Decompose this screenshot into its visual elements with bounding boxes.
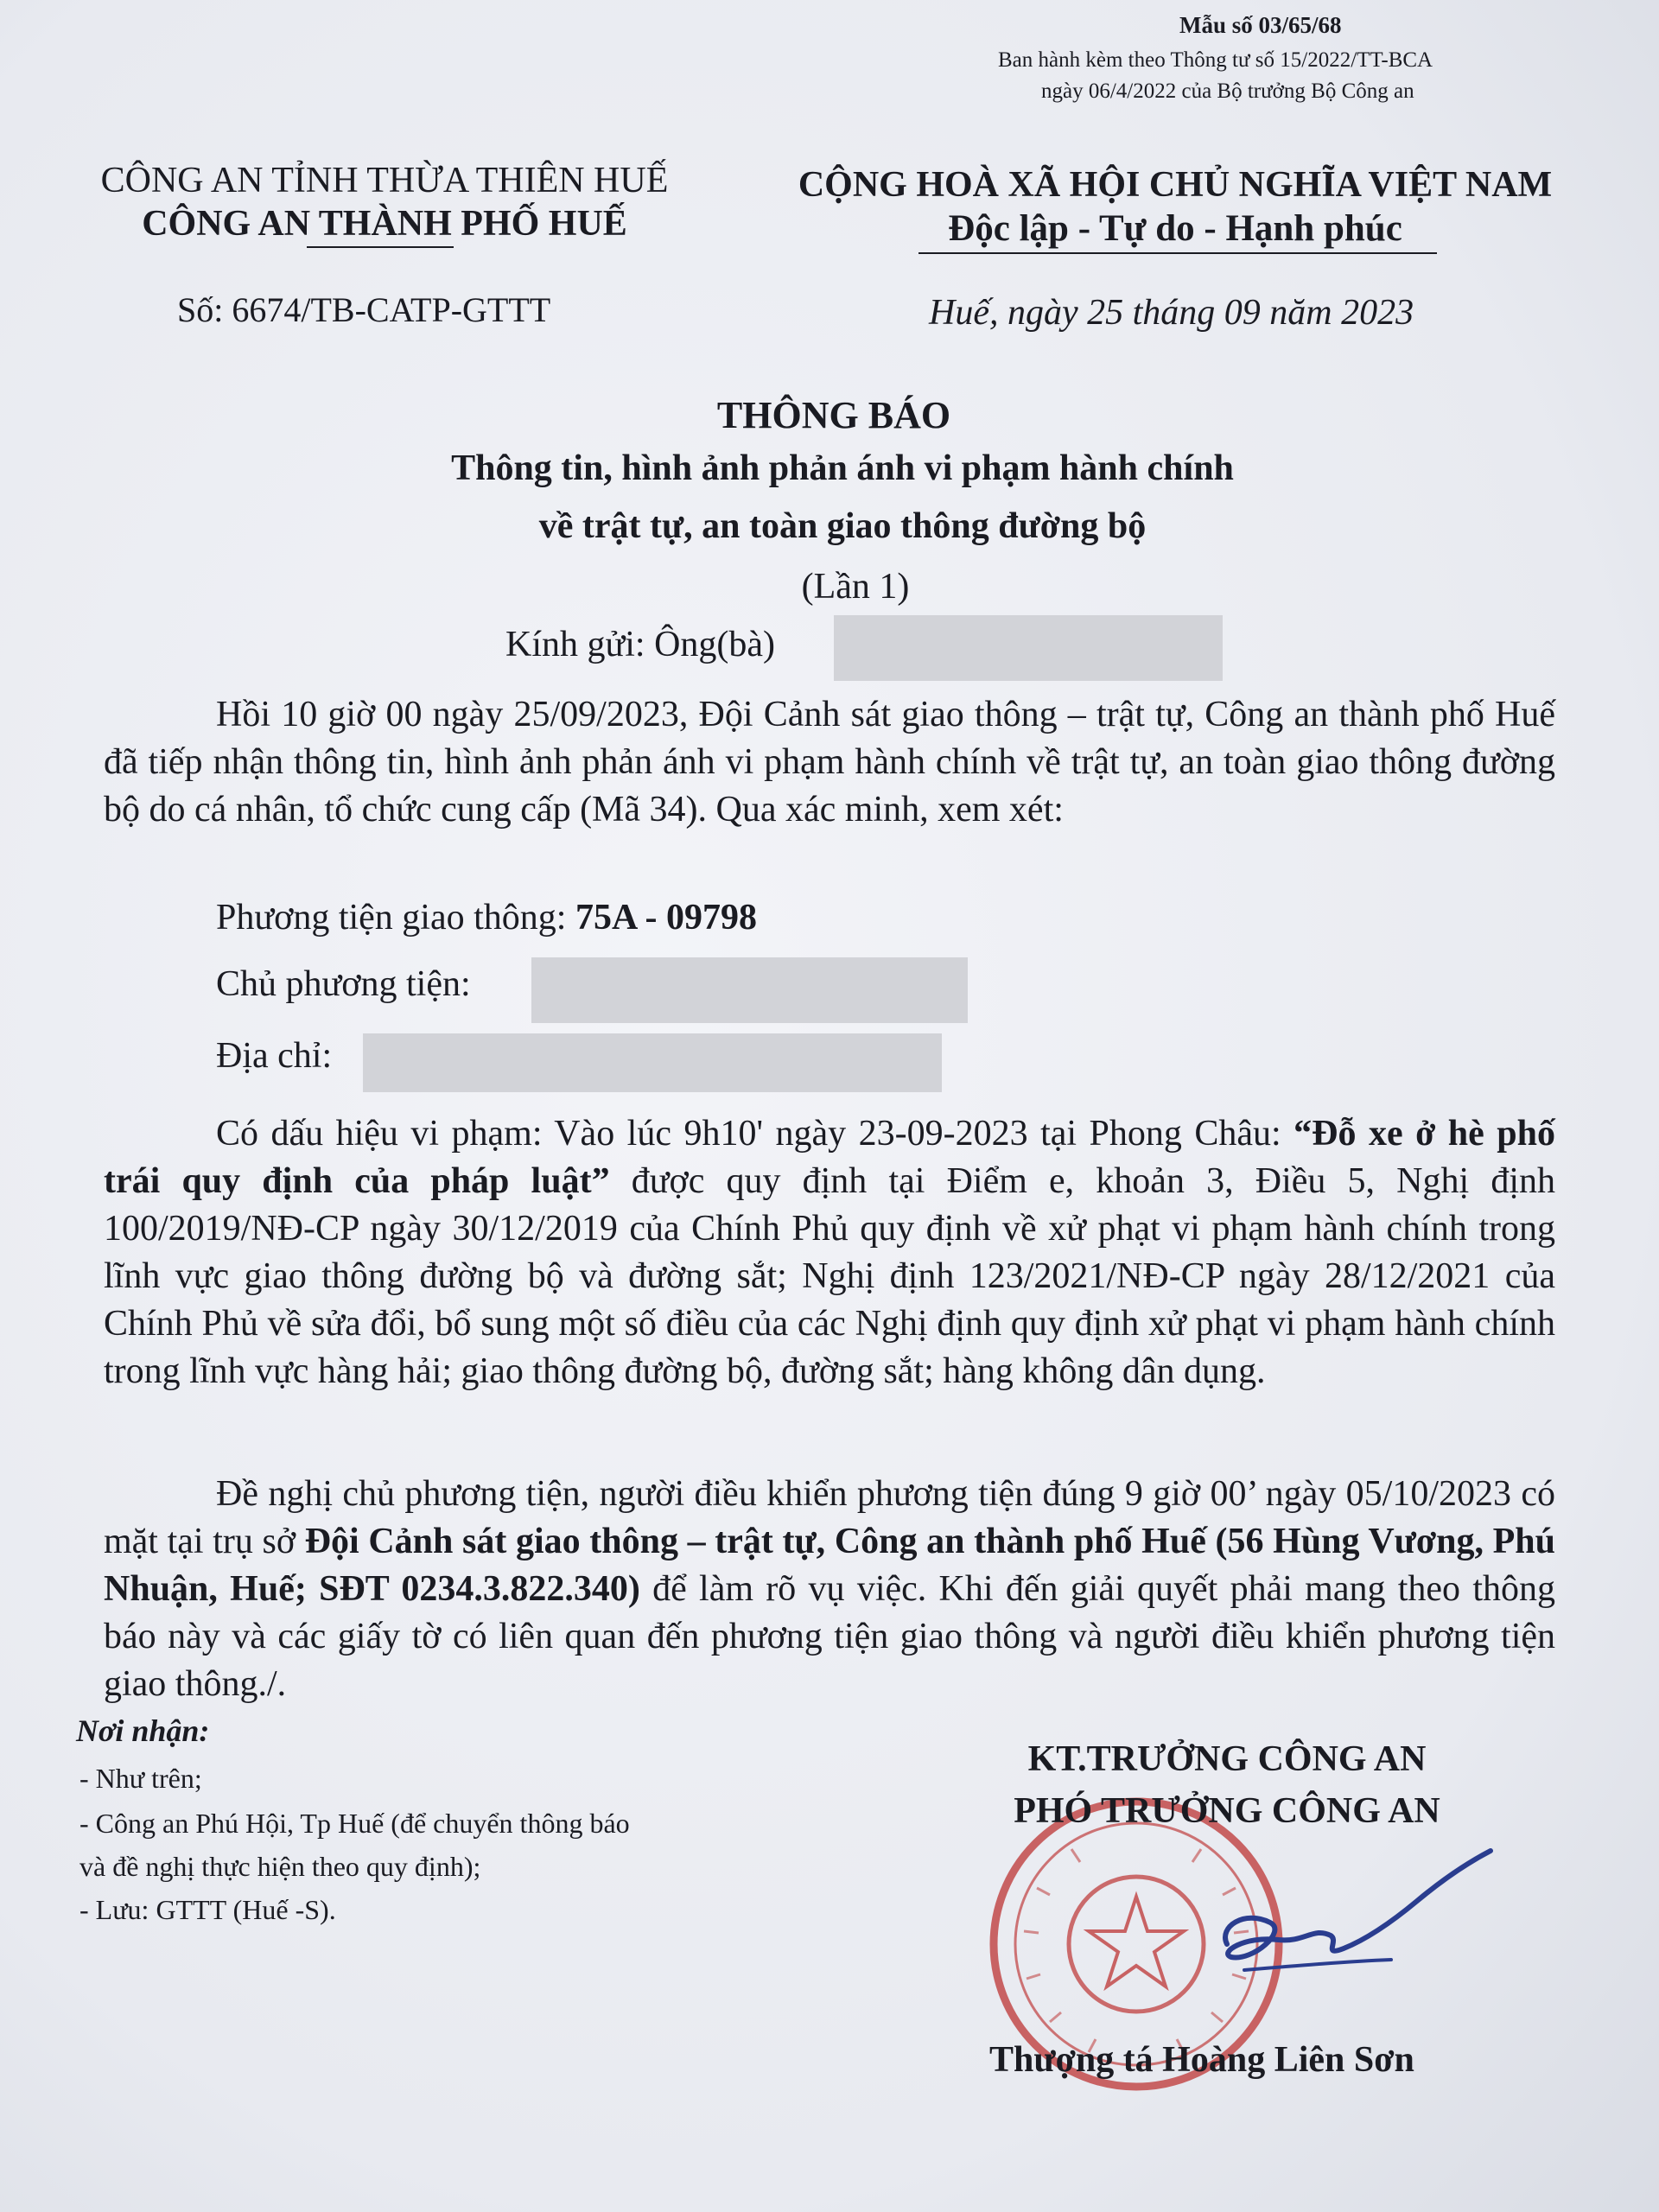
notice-title: THÔNG BÁO [716,394,951,436]
country-name: CỘNG HOÀ XÃ HỘI CHỦ NGHĨA VIỆT NAM [798,165,1553,205]
redacted-owner [531,957,968,1023]
form-number: Mẫu số 03/65/68 [1179,12,1342,38]
addressee-label: Kính gửi: Ông(bà) [505,625,776,664]
redacted-addressee [834,615,1223,681]
signer-name: Thượng tá Hoàng Liên Sơn [989,2040,1414,2080]
violation-description: “Đỗ xe ở hè phố trái quy định của pháp luật” [104,1114,1555,1201]
recipients-line-1: - Như trên; [79,1763,202,1794]
recipients-line-3: và đề nghị thực hiện theo quy định); [79,1851,481,1882]
notice-subtitle-2: về trật tự, an toàn giao thông đường bộ [538,506,1147,546]
agency-underline [307,246,454,248]
request-prefix: Đề nghị chủ phương tiện, người điều khiển phương tiện đúng 9 giờ 00’ ngày 05/10/2023 có mặt tại trụ sở [104,1474,1555,1561]
request-paragraph [104,1471,1555,1708]
violation-prefix: Có dấu hiệu vi phạm: Vào lúc 9h10' ngày 23-09-2023 tại Phong Châu: [216,1114,1294,1154]
request-instructions: để làm rõ vụ việc. Khi đến giải quyết phải mang theo thông báo này và các giấy tờ có liên quan đến phương tiện giao thông và người điều khiển phương tiện giao thông./. [104,1569,1555,1704]
intro-paragraph: Hồi 10 giờ 00 ngày 25/09/2023, Đội Cảnh sát giao thông – trật tự, Công an thành phố Huế đã tiếp nhận thông tin, hình ảnh phản ánh vi phạm hành chính về trật tự, an toàn giao thông đường bộ do cá nhân, tổ chức cung cấp (Mã 34). Qua xác minh, xem xét: [104,695,1555,830]
recipients-line-2: - Công an Phú Hội, Tp Huế (để chuyển thông báo [79,1808,630,1839]
recipients-line-4: - Lưu: GTTT (Huế -S). [79,1894,336,1925]
vehicle-label: Phương tiện giao thông: [216,898,575,938]
notice-round: (Lần 1) [801,567,910,607]
signer-title-1: KT.TRƯỞNG CÔNG AN [1027,1739,1427,1779]
violation-paragraph [104,1110,1555,1395]
motto-underline [918,252,1437,254]
place-date: Huế, ngày 25 tháng 09 năm 2023 [929,293,1414,333]
request-office: Đội Cảnh sát giao thông – trật tự, Công an thành phố Huế (56 Hùng Vương, Phú Nhuận, Huế; SĐT 0234.3.822.340) [104,1522,1556,1609]
form-issued-line2: ngày 06/4/2022 của Bộ trưởng Bộ Công an [1041,79,1414,103]
agency-parent: CÔNG AN TỈNH THỪA THIÊN HUẾ [100,161,669,200]
signer-title-2: PHÓ TRƯỞNG CÔNG AN [1014,1791,1440,1831]
document-number: Số: 6674/TB-CATP-GTTT [177,290,551,329]
recipients-label: Nơi nhận: [76,1713,210,1748]
notice-subtitle-1: Thông tin, hình ảnh phản ánh vi phạm hành chính [451,448,1234,488]
national-motto: Độc lập - Tự do - Hạnh phúc [948,208,1402,249]
vehicle-plate: 75A - 09798 [575,898,757,938]
violation-legal-basis: được quy định tại Điểm e, khoản 3, Điều 5, Nghị định 100/2019/NĐ-CP ngày 30/12/2019 của Chính Phủ quy định về xử phạt vi phạm hành chính trong lĩnh vực giao thông đường bộ và đường sắt; Nghị định 123/2021/NĐ-CP ngày 28/12/2021 của Chính Phủ về sửa đổi, bổ sung một số điều của các Nghị định quy định xử phạt vi phạm hành chính trong lĩnh vực hàng hải; giao thông đường bộ, đường sắt; hàng không dân dụng. [104,1161,1555,1391]
owner-label: Chủ phương tiện: [216,964,471,1004]
address-label: Địa chỉ: [216,1036,333,1076]
handwritten-signature [1192,1840,1521,2013]
form-issued-line1: Ban hành kèm theo Thông tư số 15/2022/TT-BCA [998,48,1433,72]
agency-name: CÔNG AN THÀNH PHỐ HUẾ [142,204,627,244]
redacted-address [363,1033,942,1092]
vehicle-line [216,897,757,938]
